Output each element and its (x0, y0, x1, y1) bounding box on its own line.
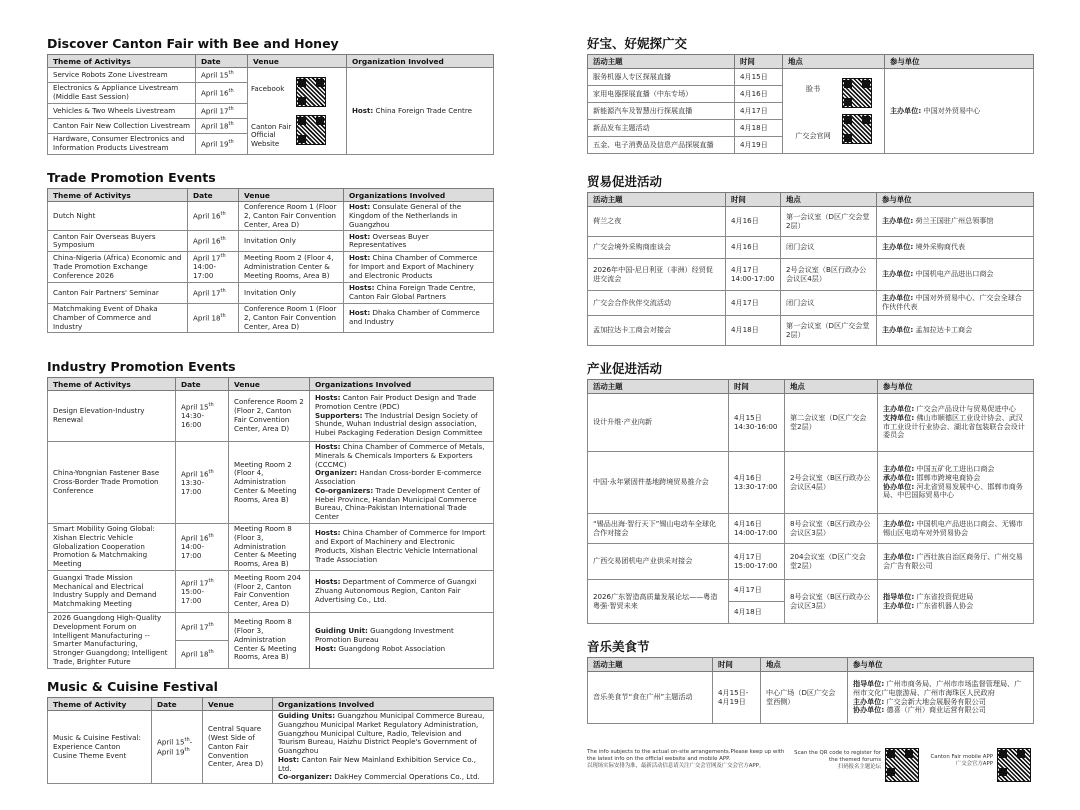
footer-note (587, 749, 787, 770)
table-row (588, 207, 1034, 237)
venue-website: Canton Fair Official Website (251, 121, 292, 149)
date-cell: 4月18日 (735, 120, 783, 137)
music-cuisine-cn-section (587, 639, 1033, 724)
theme-cell: 广西交易团机电产业供采对接会 (588, 544, 729, 580)
col-header: 地点 (761, 658, 848, 672)
org-cell: Host: China Chamber of Commerce for Import and Export of Machinery and Electronic Products (344, 252, 494, 283)
col-header: Venue (229, 378, 310, 391)
venue-cell: 8号会议室（B区行政办公会议区3层） (785, 580, 878, 624)
theme-cell: Hardware, Consumer Electronics and Information Products Livestream (48, 134, 196, 155)
col-header: 地点 (785, 380, 878, 394)
theme-cell: China-Yongnian Fastener Base Cross-Border Trade Promotion Conference (48, 442, 176, 524)
theme-cell: 2026年中国-尼日利亚（非洲）经贸促进交流会 (588, 259, 726, 291)
theme-cell: 服务机器人专区探展直播 (588, 69, 735, 86)
venue-cell (248, 68, 347, 155)
col-header: 地点 (781, 193, 877, 207)
venue-facebook: Facebook (251, 84, 285, 93)
date-cell: April 15th (196, 68, 248, 83)
date-cell: 4月19日 (735, 137, 783, 154)
col-header: 活动主题 (588, 658, 713, 672)
app-text-cn: 广交会官方APP (955, 761, 993, 768)
table-row (588, 672, 1034, 724)
table-row (48, 612, 494, 640)
table-row (48, 391, 494, 442)
col-header: 活动主题 (588, 193, 726, 207)
trade-promotion-table (47, 188, 494, 333)
org-cell: Host: China Foreign Trade Centre (347, 68, 494, 155)
date-cell: April 16th 14:00-17:00 (176, 524, 229, 571)
theme-cell: Service Robots Zone Livestream (48, 68, 196, 83)
org-cell: 主办单位: 荷兰王国驻广州总领事馆 (877, 207, 1034, 237)
scan-register-text (793, 750, 881, 771)
col-header: Theme of Activitys (48, 189, 188, 202)
col-header: Venue (203, 698, 273, 711)
website-qr-code[interactable] (296, 115, 326, 145)
date-cell: 4月15日- 4月19日 (713, 672, 761, 724)
org-cell: Guiding Unit: Guangdong Investment Promotion Bureau Host: Guangdong Robot Association (310, 612, 494, 668)
theme-cell: 2026广东智造高质量发展论坛——粤造粤强·智贸未来 (588, 580, 729, 624)
venue-cell: Conference Room 1 (Floor 2, Canton Fair Convention Center, Area D) (239, 202, 344, 231)
venue-cell: Meeting Room 204 (Floor 2, Canton Fair Convention Center, Area D) (229, 570, 310, 612)
music-cuisine-cn-table (587, 657, 1034, 724)
col-header: Theme of Activity (48, 698, 152, 711)
col-header: Date (176, 378, 229, 391)
date-cell: 4月16日 (726, 207, 781, 237)
col-header: Date (188, 189, 239, 202)
date-cell: April 16th (196, 83, 248, 104)
org-cell: Host: Consulate General of the Kingdom of the Netherlands in Guangzhou (344, 202, 494, 231)
col-header: 时间 (729, 380, 785, 394)
venue-cell: 204会议室（D区广交会堂2层） (785, 544, 878, 580)
bee-honey-cn-table (587, 54, 1034, 154)
org-cell: Hosts: Department of Commerce of Guangxi Zhuang Autonomous Region, Canton Fair Advertising Co., Ltd. (310, 570, 494, 612)
theme-cell: Music & Cuisine Festival: Experience Canton Cusine Theme Event (48, 711, 152, 784)
table-row (48, 231, 494, 252)
theme-cell: Electronics & Appliance Livestream (Middle East Session) (48, 83, 196, 104)
org-cell: Host: Overseas Buyer Representatives (344, 231, 494, 252)
theme-cell: 设计升维·产业向新 (588, 394, 729, 452)
table-row (588, 452, 1034, 514)
date-cell: 4月17日 (726, 291, 781, 316)
venue-cell: 闭门会议 (781, 237, 877, 259)
table-row (48, 202, 494, 231)
venue-cell: Conference Room 1 (Floor 2, Canton Fair Convention Center, Area D) (239, 304, 344, 333)
footer-note-en: The info subjects to the actual on-site arrangements.Please keep up with the latest info on the official website and mobile APP. (587, 749, 785, 763)
col-header: Date (196, 55, 248, 68)
date-cell: 4月15日 14:30-16:00 (729, 394, 785, 452)
table-row (48, 304, 494, 333)
section-title: Music & Cuisine Festival (47, 679, 218, 694)
org-cell: Hosts: China Foreign Trade Centre, Canton Fair Global Partners (344, 283, 494, 304)
date-cell: April 18th (196, 119, 248, 134)
table-row (48, 252, 494, 283)
col-header: Organizations Involved (344, 189, 494, 202)
col-header: Organizations Involved (310, 378, 494, 391)
date-cell: April 15th- April 19th (152, 711, 203, 784)
theme-cell: 音乐美食节“食在广州”主题活动 (588, 672, 713, 724)
venue-cell: Invitation Only (239, 283, 344, 304)
venue-cell: Meeting Room 8 (Floor 3, Administration Center & Meeting Rooms, Area B) (229, 612, 310, 668)
table-row (588, 259, 1034, 291)
date-cell: April 17th (188, 283, 239, 304)
org-cell: Hosts: China Chamber of Commerce of Metals, Minerals & Chemicals Importers & Exporters (CCCMC) Organizer: Handan Cross-border E-commerce Association Co-organizers: Trade Development Center of Hebei Province, Handan Municipal Commerce Bureau, China-Pakistan International Trade Center (310, 442, 494, 524)
table-row (48, 570, 494, 612)
col-header: Theme of Activitys (48, 378, 176, 391)
table-row (588, 237, 1034, 259)
org-cell: Host: Dhaka Chamber of Commerce and Industry (344, 304, 494, 333)
date-cell: April 16th (188, 231, 239, 252)
theme-cell: 广交会合作伙伴交流活动 (588, 291, 726, 316)
industry-promotion-section (47, 359, 493, 669)
venue-cell: 8号会议室（B区行政办公会议区3层） (785, 514, 878, 544)
date-cell: April 18th (176, 641, 229, 668)
venue-cell: Central Square (West Side of Canton Fair Convention Center, Area D) (203, 711, 273, 784)
venue-cell: 2号会议室（B区行政办公会议区4层） (781, 259, 877, 291)
bee-honey-cn-section (587, 36, 1033, 154)
theme-cell: 2026 Guangdong High-Quality Development Forum on Intelligent Manufacturing -- Smarter Manufacturing, Stronger Guangdong; Intelligent Trade, Brighter Future (48, 612, 176, 668)
table-row (588, 394, 1034, 452)
date-cell: April 17th 15:00-17:00 (176, 570, 229, 612)
app-text-en: Canton Fair mobile APP (930, 754, 993, 760)
table-row (48, 283, 494, 304)
table-row (588, 316, 1034, 346)
org-cell: 主办单位: 中国对外贸易中心 (885, 69, 1034, 154)
table-row (48, 68, 494, 83)
section-title: 贸易促进活动 (587, 174, 663, 189)
theme-cell: Vehicles & Two Wheels Livestream (48, 103, 196, 118)
date-cell: April 15th 14:30-16:00 (176, 391, 229, 442)
col-header: 时间 (735, 55, 783, 69)
col-header: Venue (248, 55, 347, 68)
website-qr-code[interactable] (842, 114, 872, 144)
venue-website: 广交会官网 (795, 131, 831, 141)
section-title: Industry Promotion Events (47, 359, 236, 374)
industry-promotion-table (47, 377, 494, 669)
org-cell: 主办单位: 广交会产品设计与贸易促进中心 支持单位: 佛山市顺德区工业设计协会、武汉市工业设计行业协会、湖北省包装联合会设计委员会 (878, 394, 1034, 452)
date-cell: 4月18日 (729, 602, 785, 624)
theme-cell: Canton Fair Overseas Buyers Symposium (48, 231, 188, 252)
music-cuisine-section (47, 679, 493, 784)
footer (587, 748, 1033, 788)
org-cell: Hosts: China Chamber of Commerce for Import and Export of Machinery and Electronic Products, Xishan Electric Vehicle International Trade Association (310, 524, 494, 571)
section-title: 好宝、好妮探广交 (587, 36, 688, 51)
date-cell: April 18th (188, 304, 239, 333)
industry-promotion-cn-table (587, 379, 1034, 624)
org-cell: Guiding Units: Guangzhou Municipal Commerce Bureau, Guangzhou Municipal Market Regulatory Administration, Guangzhou Municipal Culture, Radio, Television and Tourism Bureau, Haizhu District People's Government of Guangzhou Host: Canton Fair New Mainland Exhibition Service Co., Ltd. Co-organizer: DakHey Commercial Operations Co., Ltd. (273, 711, 494, 784)
date-cell: April 17th (176, 612, 229, 640)
theme-cell: Canton Fair Partners' Seminar (48, 283, 188, 304)
theme-cell: Dutch Night (48, 202, 188, 231)
table-row (588, 514, 1034, 544)
date-cell: April 16th 13:30-17:00 (176, 442, 229, 524)
org-cell: Hosts: Canton Fair Product Design and Trade Promotion Centre (PDC) Supporters: The Industrial Design Society of Shunde, Wuhan Industrial design association, Hubei Packaging Federation Design Committee (310, 391, 494, 442)
date-cell: 4月16日 14:00-17:00 (729, 514, 785, 544)
theme-cell: 孟加拉达卡工商会对接会 (588, 316, 726, 346)
date-cell: 4月17日 14:00-17:00 (726, 259, 781, 291)
venue-cell: 第一会议室（D区广交会堂2层） (781, 316, 877, 346)
bee-honey-section (47, 36, 493, 155)
date-cell: 4月17日 15:00-17:00 (729, 544, 785, 580)
date-cell: 4月16日 (726, 237, 781, 259)
venue-cell: Meeting Room 2 (Floor 4, Administration Center & Meeting Rooms, Area B) (239, 252, 344, 283)
date-cell: April 16th (188, 202, 239, 231)
theme-cell: 家用电器探展直播（中东专场） (588, 86, 735, 103)
table-row (588, 544, 1034, 580)
col-header: 参与单位 (848, 658, 1034, 672)
date-cell: 4月17日 (735, 103, 783, 120)
org-cell: 主办单位: 孟加拉达卡工商会 (877, 316, 1034, 346)
app-qr-code[interactable] (997, 748, 1031, 782)
col-header: Theme of Activitys (48, 55, 196, 68)
col-header: 参与单位 (878, 380, 1034, 394)
theme-cell: 新能源汽车及智慧出行探展直播 (588, 103, 735, 120)
venue-facebook: 脸书 (805, 84, 821, 93)
scan-text-cn: 扫码报名主题论坛 (837, 764, 881, 771)
venue-cell: Conference Room 2 (Floor 2, Canton Fair Convention Center, Area D) (229, 391, 310, 442)
date-cell: 4月17日 (729, 580, 785, 602)
music-cuisine-table (47, 697, 494, 784)
theme-cell: Matchmaking Event of Dhaka Chamber of Commerce and Industry (48, 304, 188, 333)
scan-text-en: Scan the QR code to register for the themed forums (794, 750, 881, 764)
org-cell: 指导单位: 广东省投资促进局 主办单位: 广东省机器人协会 (878, 580, 1034, 624)
register-qr-code[interactable] (885, 748, 919, 782)
table-row (48, 524, 494, 571)
table-row (588, 291, 1034, 316)
section-title: 音乐美食节 (587, 639, 650, 654)
section-title: Discover Canton Fair with Bee and Honey (47, 36, 339, 51)
theme-cell: Smart Mobility Going Global: Xishan Electric Vehicle Globalization Cooperation Promotion & Matchmaking Meeting (48, 524, 176, 571)
trade-promotion-cn-table (587, 192, 1034, 346)
facebook-qr-code[interactable] (296, 77, 326, 107)
section-title: Trade Promotion Events (47, 170, 216, 185)
bee-honey-table (47, 54, 494, 155)
venue-cell: 2号会议室（B区行政办公会议区4层） (785, 452, 878, 514)
theme-cell: Canton Fair New Collection Livestream (48, 119, 196, 134)
col-header: 参与单位 (885, 55, 1034, 69)
col-header: 活动主题 (588, 380, 729, 394)
col-header: 地点 (783, 55, 885, 69)
org-cell: 主办单位: 境外采购商代表 (877, 237, 1034, 259)
footer-note-cn: 以现场实际安排为准，最新活动信息请关注广交会官网及广交会官方APP。 (587, 763, 765, 770)
table-row (588, 580, 1034, 602)
theme-cell: Guangxi Trade Mission Mechanical and Electrical Industry Supply and Demand Matchmaking Meeting (48, 570, 176, 612)
date-cell: April 19th (196, 134, 248, 155)
industry-promotion-cn-section (587, 361, 1033, 624)
col-header: 时间 (713, 658, 761, 672)
theme-cell: “锡品出海·智行天下”锡山电动车全球化合作对接会 (588, 514, 729, 544)
section-title: 产业促进活动 (587, 361, 663, 376)
app-text (923, 754, 993, 768)
date-cell: 4月16日 13:30-17:00 (729, 452, 785, 514)
theme-cell: China-Nigeria (Africa) Economic and Trade Promotion Exchange Conference 2026 (48, 252, 188, 283)
date-cell: April 17th 14:00-17:00 (188, 252, 239, 283)
table-row (48, 711, 494, 784)
theme-cell: 五金、电子消费品及信息产品探展直播 (588, 137, 735, 154)
org-cell: 主办单位: 中国对外贸易中心、广交会全球合作伙伴代表 (877, 291, 1034, 316)
theme-cell: 新品发布主题活动 (588, 120, 735, 137)
date-cell: 4月16日 (735, 86, 783, 103)
facebook-qr-code[interactable] (842, 78, 872, 108)
table-row (48, 442, 494, 524)
date-cell: 4月18日 (726, 316, 781, 346)
venue-cell: Invitation Only (239, 231, 344, 252)
org-cell: 主办单位: 中国机电产品进出口商会 (877, 259, 1034, 291)
org-cell: 主办单位: 中国五矿化工进出口商会 承办单位: 邯郸市跨境电商协会 协办单位: 河北省贸易发展中心、邯郸市商务局、中巴国际贸易中心 (878, 452, 1034, 514)
theme-cell: Design Elevation-Industry Renewal (48, 391, 176, 442)
org-cell: 主办单位: 广西壮族自治区商务厅、广州交易会广告有限公司 (878, 544, 1034, 580)
trade-promotion-cn-section (587, 174, 1033, 346)
venue-cell: 第一会议室（D区广交会堂2层） (781, 207, 877, 237)
venue-cell: 第二会议室（D区广交会堂2层） (785, 394, 878, 452)
theme-cell: 中国·永年紧固件基地跨境贸易推介会 (588, 452, 729, 514)
theme-cell: 荷兰之夜 (588, 207, 726, 237)
org-cell: 指导单位: 广州市商务局、广州市市场监督管理局、广州市文化广电旅游局、广州市海珠区人民政府 主办单位: 广交会新大地会展服务有限公司 协办单位: 德喜（广州）商业运营有限公司 (848, 672, 1034, 724)
col-header: 活动主题 (588, 55, 735, 69)
col-header: Organization Involved (347, 55, 494, 68)
trade-promotion-section (47, 170, 493, 333)
venue-cell: 闭门会议 (781, 291, 877, 316)
col-header: Organizations Involved (273, 698, 494, 711)
col-header: 时间 (726, 193, 781, 207)
venue-cell: Meeting Room 2 (Floor 4, Administration Center & Meeting Rooms, Area B) (229, 442, 310, 524)
table-row (588, 69, 1034, 86)
col-header: Venue (239, 189, 344, 202)
col-header: 参与单位 (877, 193, 1034, 207)
date-cell: April 17th (196, 103, 248, 118)
theme-cell: 广交会境外采购商座谈会 (588, 237, 726, 259)
col-header: Date (152, 698, 203, 711)
venue-cell: 中心广场（D区广交会堂西侧） (761, 672, 848, 724)
venue-cell: Meeting Room 8 (Floor 3, Administration Center & Meeting Rooms, Area B) (229, 524, 310, 571)
date-cell: 4月15日 (735, 69, 783, 86)
venue-cell (783, 69, 885, 154)
org-cell: 主办单位: 中国机电产品进出口商会、无锡市锡山区电动车对外贸易协会 (878, 514, 1034, 544)
